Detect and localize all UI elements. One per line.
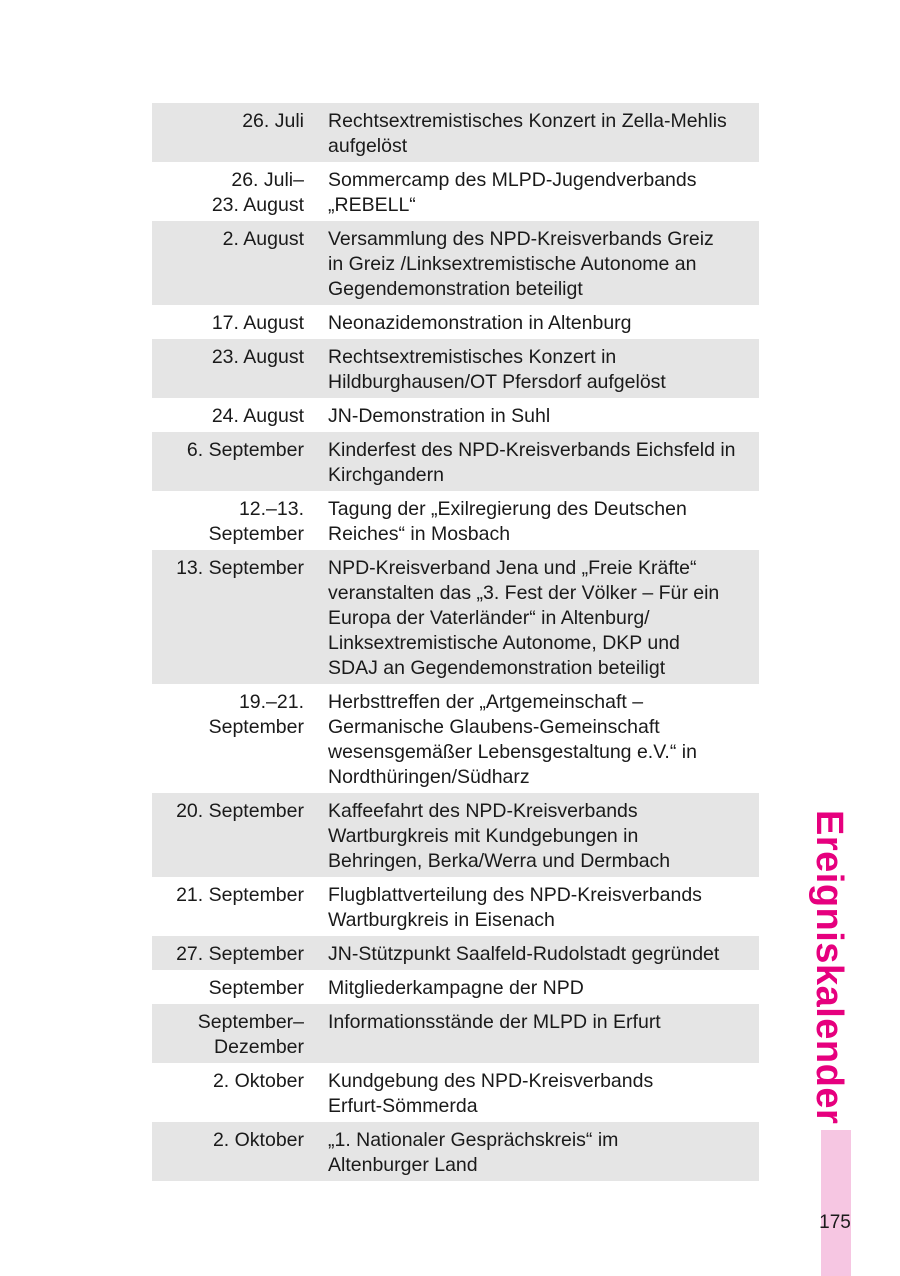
page-number: 175 [819,1212,851,1233]
table-row [152,970,759,1004]
event-description: Informationsstände der MLPD in Erfurt [328,1011,661,1033]
event-description: „1. Nationaler Gesprächskreis“ im Altenburger Land [328,1129,619,1176]
table-row [152,339,759,398]
table-row [152,491,759,550]
table-row [152,936,759,970]
table-row [152,793,759,877]
table-row [152,1004,759,1063]
table-row [152,1122,759,1181]
section-tab-marker [821,1130,851,1276]
event-date: September [208,977,304,999]
event-description: JN-Stützpunkt Saalfeld-Rudolstadt gegründet [328,943,720,965]
event-description: Rechtsextremistisches Konzert in Hildburghausen/OT Pfersdorf aufgelöst [328,346,666,393]
event-date: 2. Oktober [212,1070,304,1092]
event-description: Flugblattverteilung des NPD-Kreisverbands Wartburgkreis in Eisenach [328,884,702,931]
event-date: 19.–21. September [208,691,304,738]
event-date: 27. September [176,943,304,965]
table-row [152,877,759,936]
event-date: 20. September [176,800,304,822]
event-date: 6. September [186,439,304,461]
table-row [152,221,759,305]
event-description: JN-Demonstration in Suhl [328,405,551,427]
event-description: Herbsttreffen der „Artgemeinschaft – Germanische Glaubens-Gemeinschaft wesensgemäßer Lebensgestaltung e.V.“ in Nordthüringen/Südharz [328,691,697,788]
table-row [152,684,759,793]
event-description: Versammlung des NPD-Kreisverbands Greiz in Greiz /Linksextremistische Autonome an Gegendemonstration beteiligt [328,228,714,300]
table-row [152,103,759,162]
event-date: 24. August [211,405,304,427]
table-row [152,550,759,684]
event-date: 26. Juli [242,110,304,132]
table-row [152,305,759,339]
event-description: Sommercamp des MLPD-Jugendverbands „REBELL“ [328,169,697,216]
event-date: 13. September [176,557,304,579]
event-description: Mitgliederkampagne der NPD [328,977,584,999]
event-date: 21. September [176,884,304,906]
section-title: Ereigniskalender [808,810,850,1125]
table-row [152,1063,759,1122]
event-date: 23. August [211,346,304,368]
event-description: NPD-Kreisverband Jena und „Freie Kräfte“ veranstalten das „3. Fest der Völker – Für ein Europa der Vaterländer“ in Altenburg/ Linksextremistische Autonome, DKP und SDAJ an Gegendemonstration beteiligt [328,557,720,679]
event-description: Tagung der „Exilregierung des Deutschen Reiches“ in Mosbach [328,498,687,545]
event-date: 12.–13. September [208,498,304,545]
event-description: Kaffeefahrt des NPD-Kreisverbands Wartburgkreis mit Kundgebungen in Behringen, Berka/Werra und Dermbach [328,800,671,872]
event-description: Neonazidemonstration in Altenburg [328,312,632,334]
event-date: 2. August [222,228,304,250]
event-date: September– Dezember [197,1011,304,1058]
event-description: Rechtsextremistisches Konzert in Zella-Mehlis aufgelöst [328,110,727,157]
table-row [152,162,759,221]
event-description: Kundgebung des NPD-Kreisverbands Erfurt-Sömmerda [328,1070,654,1117]
event-calendar-table [152,103,759,1181]
table-row [152,432,759,491]
event-description: Kinderfest des NPD-Kreisverbands Eichsfeld in Kirchgandern [328,439,736,486]
event-date: 17. August [211,312,304,334]
event-date: 26. Juli– 23. August [211,169,304,216]
event-date: 2. Oktober [212,1129,304,1151]
table-row [152,398,759,432]
